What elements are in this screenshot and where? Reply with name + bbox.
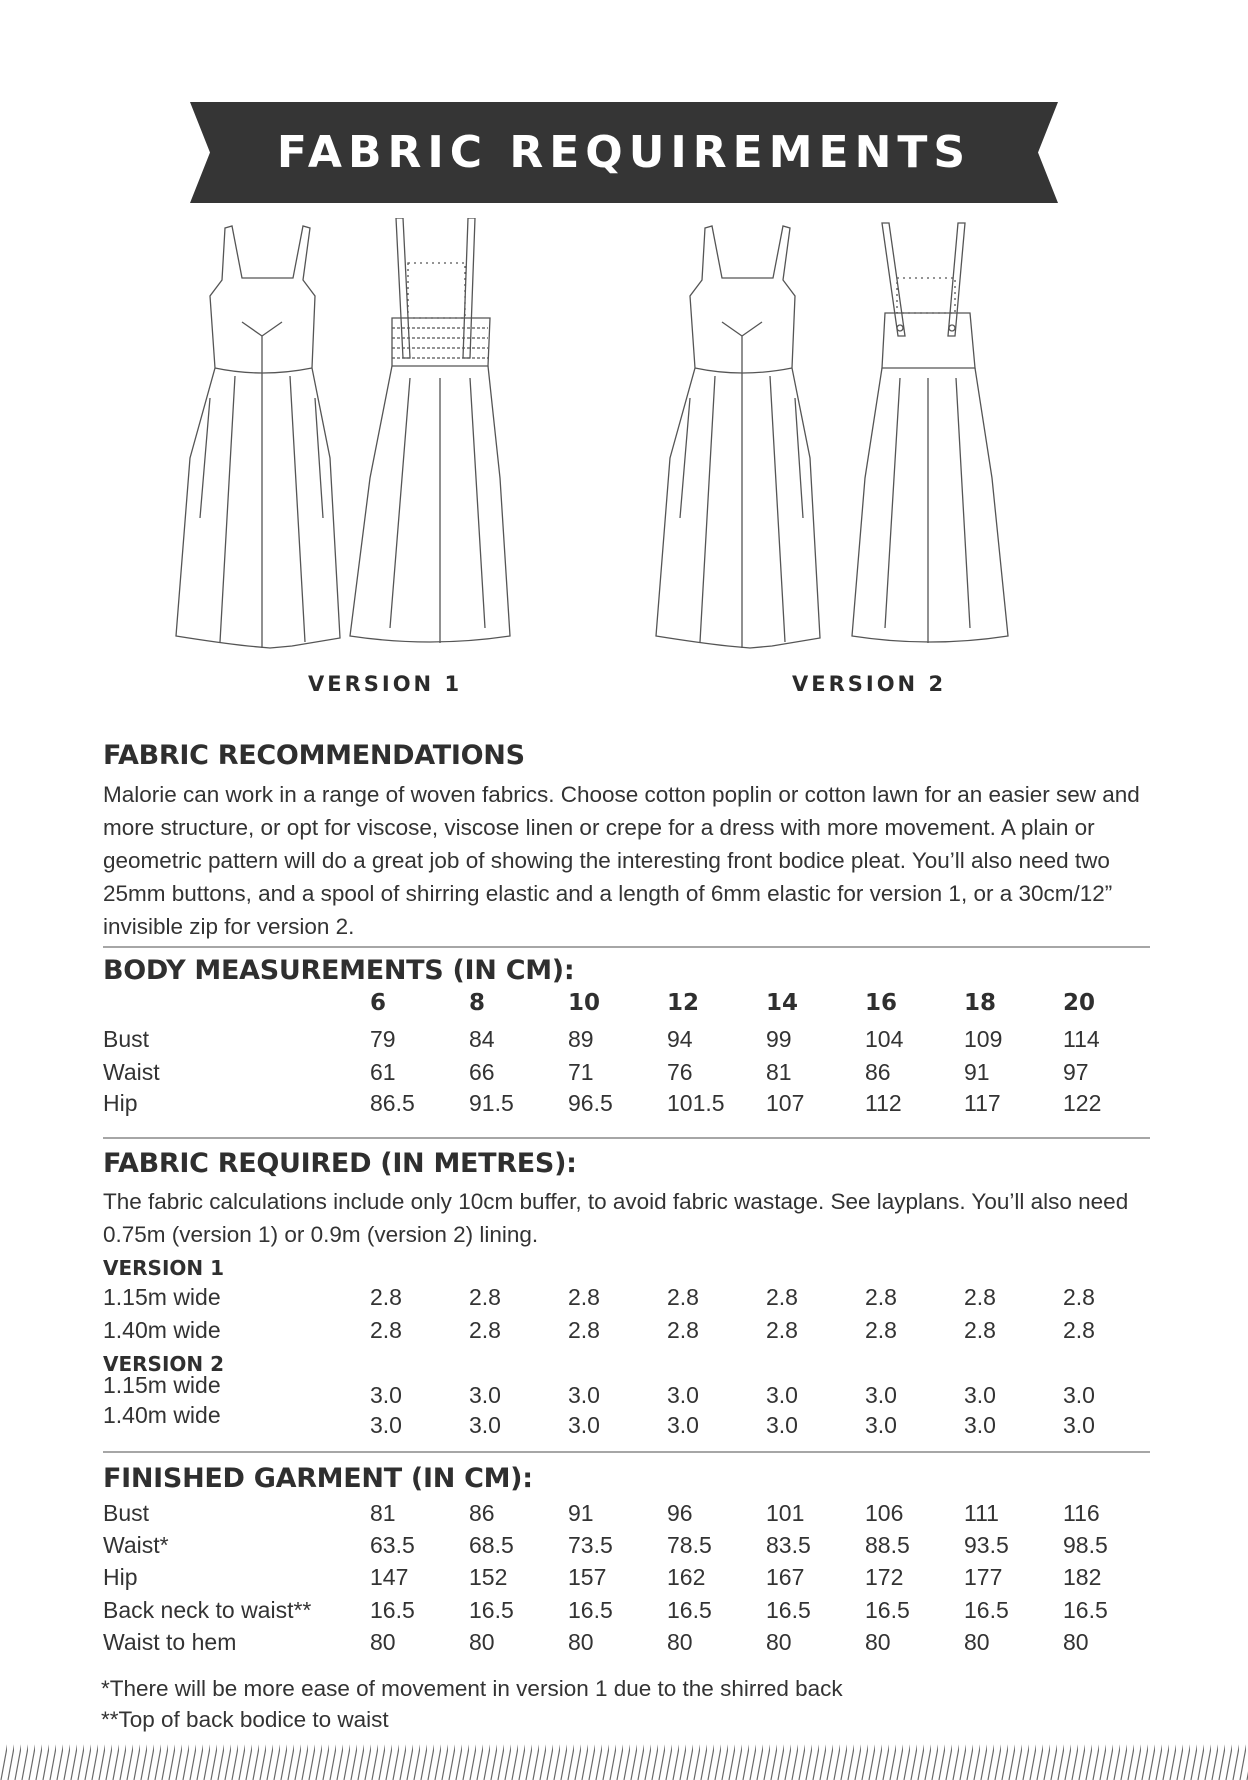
- table-cell: 157: [568, 1564, 607, 1590]
- table-cell: 3.0: [964, 1412, 996, 1438]
- table-cell: 80: [1063, 1629, 1089, 1655]
- version-1-subheading: VERSION 1: [103, 1256, 225, 1280]
- row-label: 1.40m wide: [103, 1317, 221, 1343]
- table-cell: 80: [766, 1629, 792, 1655]
- table-cell: 81: [766, 1059, 792, 1085]
- table-cell: 2.8: [766, 1317, 798, 1343]
- finished-garment-heading: FINISHED GARMENT (IN CM):: [103, 1463, 533, 1494]
- size-header: 8: [469, 990, 486, 1016]
- table-cell: 86: [469, 1500, 495, 1526]
- text-line: invisible zip for version 2.: [103, 914, 355, 939]
- size-header: 10: [568, 990, 601, 1016]
- table-cell: 101: [766, 1500, 805, 1526]
- table-cell: 84: [469, 1026, 495, 1052]
- table-cell: 61: [370, 1059, 396, 1085]
- table-cell: 16.5: [667, 1597, 712, 1623]
- table-cell: 3.0: [469, 1382, 501, 1408]
- table-cell: 3.0: [370, 1382, 402, 1408]
- table-cell: 16.5: [964, 1597, 1009, 1623]
- size-header: 6: [370, 990, 387, 1016]
- table-cell: 89: [568, 1026, 594, 1052]
- table-cell: 112: [865, 1090, 902, 1116]
- text-line: geometric pattern will do a great job of showing the interesting front bodice pleat. You’ll also need two: [103, 848, 1110, 873]
- table-cell: 3.0: [1063, 1382, 1095, 1408]
- fabric-required-text: [103, 1185, 1163, 1251]
- divider: [103, 1137, 1150, 1139]
- table-cell: 86: [865, 1059, 891, 1085]
- fabric-recommendations-text: [103, 778, 1163, 943]
- table-cell: 66: [469, 1059, 495, 1085]
- table-cell: 2.8: [370, 1284, 402, 1310]
- table-cell: 167: [766, 1564, 805, 1590]
- table-cell: 3.0: [469, 1412, 501, 1438]
- table-cell: 83.5: [766, 1532, 811, 1558]
- text-line: 25mm buttons, and a spool of shirring elastic and a length of 6mm elastic for version 1, or a 30cm/12”: [103, 881, 1113, 906]
- table-cell: 73.5: [568, 1532, 613, 1558]
- table-cell: 16.5: [766, 1597, 811, 1623]
- table-cell: 3.0: [865, 1382, 897, 1408]
- table-cell: 94: [667, 1026, 693, 1052]
- table-cell: 152: [469, 1564, 508, 1590]
- decorative-hatch-band: [0, 1742, 1248, 1780]
- table-cell: 80: [667, 1629, 693, 1655]
- page-title: FABRIC REQUIREMENTS: [276, 127, 972, 178]
- divider: [103, 1451, 1150, 1453]
- table-cell: 106: [865, 1500, 904, 1526]
- table-cell: 2.8: [964, 1317, 996, 1343]
- table-cell: 2.8: [1063, 1284, 1095, 1310]
- table-cell: 117: [964, 1090, 1001, 1116]
- size-header: 14: [766, 990, 799, 1016]
- version-2-front-dress: [656, 226, 820, 648]
- table-cell: 68.5: [469, 1532, 514, 1558]
- table-cell: 97: [1063, 1059, 1089, 1085]
- table-cell: 78.5: [667, 1532, 712, 1558]
- table-cell: 91.5: [469, 1090, 514, 1116]
- table-cell: 81: [370, 1500, 396, 1526]
- table-cell: 2.8: [568, 1317, 600, 1343]
- table-cell: 16.5: [469, 1597, 514, 1623]
- table-cell: 3.0: [370, 1412, 402, 1438]
- table-cell: 111: [964, 1500, 999, 1526]
- table-cell: 2.8: [667, 1284, 699, 1310]
- row-label: 1.40m wide: [103, 1402, 221, 1428]
- table-cell: 114: [1063, 1026, 1100, 1052]
- row-label: Hip: [103, 1090, 138, 1116]
- table-cell: 96.5: [568, 1090, 613, 1116]
- table-cell: 116: [1063, 1500, 1100, 1526]
- table-cell: 2.8: [469, 1284, 501, 1310]
- table-cell: 3.0: [964, 1382, 996, 1408]
- table-cell: 93.5: [964, 1532, 1009, 1558]
- table-cell: 86.5: [370, 1090, 415, 1116]
- table-cell: 71: [568, 1059, 594, 1085]
- table-cell: 2.8: [865, 1317, 897, 1343]
- table-cell: 104: [865, 1026, 904, 1052]
- table-cell: 3.0: [766, 1412, 798, 1438]
- title-banner: [190, 102, 1058, 203]
- table-cell: 88.5: [865, 1532, 910, 1558]
- table-cell: 3.0: [1063, 1412, 1095, 1438]
- text-line: more structure, or opt for viscose, viscose linen or crepe for a dress with more movement. A plain or: [103, 815, 1095, 840]
- fabric-required-heading: FABRIC REQUIRED (IN METRES):: [103, 1148, 577, 1179]
- row-label: 1.15m wide: [103, 1284, 221, 1310]
- table-cell: 3.0: [865, 1412, 897, 1438]
- table-cell: 2.8: [469, 1317, 501, 1343]
- table-cell: 182: [1063, 1564, 1102, 1590]
- table-cell: 2.8: [1063, 1317, 1095, 1343]
- table-cell: 2.8: [865, 1284, 897, 1310]
- table-cell: 2.8: [766, 1284, 798, 1310]
- dress-illustrations: [170, 218, 1080, 658]
- table-cell: 91: [964, 1059, 990, 1085]
- version-2-label: VERSION 2: [792, 672, 947, 696]
- text-line: 0.75m (version 1) or 0.9m (version 2) lining.: [103, 1222, 539, 1247]
- row-label: 1.15m wide: [103, 1372, 221, 1398]
- table-cell: 107: [766, 1090, 805, 1116]
- row-label: Waist: [103, 1059, 160, 1085]
- version-1-back-dress: [350, 218, 510, 643]
- table-cell: 79: [370, 1026, 396, 1052]
- version-2-back-dress: [852, 223, 1008, 643]
- table-cell: 98.5: [1063, 1532, 1108, 1558]
- table-cell: 80: [568, 1629, 594, 1655]
- size-header: 20: [1063, 990, 1096, 1016]
- version-1-label: VERSION 1: [308, 672, 463, 696]
- fabric-recommendations-heading: FABRIC RECOMMENDATIONS: [103, 740, 525, 771]
- table-cell: 96: [667, 1500, 693, 1526]
- footnote-waist: *There will be more ease of movement in version 1 due to the shirred back: [101, 1676, 843, 1701]
- footnote-back-neck: **Top of back bodice to waist: [101, 1707, 389, 1732]
- table-cell: 101.5: [667, 1090, 725, 1116]
- table-cell: 16.5: [370, 1597, 415, 1623]
- row-label: Waist*: [103, 1532, 169, 1558]
- row-label: Back neck to waist**: [103, 1597, 312, 1623]
- table-cell: 3.0: [568, 1412, 600, 1438]
- table-cell: 99: [766, 1026, 792, 1052]
- table-cell: 3.0: [667, 1412, 699, 1438]
- table-cell: 76: [667, 1059, 693, 1085]
- table-cell: 172: [865, 1564, 904, 1590]
- table-cell: 162: [667, 1564, 706, 1590]
- text-line: Malorie can work in a range of woven fabrics. Choose cotton poplin or cotton lawn for an easier sew and: [103, 782, 1140, 807]
- table-cell: 177: [964, 1564, 1003, 1590]
- table-cell: 2.8: [667, 1317, 699, 1343]
- table-cell: 16.5: [865, 1597, 910, 1623]
- table-cell: 2.8: [568, 1284, 600, 1310]
- version-2-subheading: VERSION 2: [103, 1352, 225, 1376]
- row-label: Waist to hem: [103, 1629, 237, 1655]
- size-header: 16: [865, 990, 898, 1016]
- table-cell: 80: [370, 1629, 396, 1655]
- table-cell: 3.0: [568, 1382, 600, 1408]
- divider: [103, 946, 1150, 948]
- row-label: Hip: [103, 1564, 138, 1590]
- text-line: The fabric calculations include only 10cm buffer, to avoid fabric wastage. See layplans. You’ll also need: [103, 1189, 1129, 1214]
- table-cell: 147: [370, 1564, 409, 1590]
- table-cell: 3.0: [766, 1382, 798, 1408]
- table-cell: 63.5: [370, 1532, 415, 1558]
- table-cell: 2.8: [370, 1317, 402, 1343]
- size-header: 12: [667, 990, 700, 1016]
- table-cell: 91: [568, 1500, 594, 1526]
- table-cell: 80: [865, 1629, 891, 1655]
- row-label: Bust: [103, 1026, 150, 1052]
- body-measurements-heading: BODY MEASUREMENTS (IN CM):: [103, 955, 575, 986]
- version-1-front-dress: [176, 226, 340, 648]
- table-cell: 122: [1063, 1090, 1102, 1116]
- table-cell: 80: [469, 1629, 495, 1655]
- size-header: 18: [964, 990, 997, 1016]
- table-cell: 2.8: [964, 1284, 996, 1310]
- table-cell: 109: [964, 1026, 1003, 1052]
- row-label: Bust: [103, 1500, 150, 1526]
- table-cell: 80: [964, 1629, 990, 1655]
- table-cell: 16.5: [568, 1597, 613, 1623]
- table-cell: 3.0: [667, 1382, 699, 1408]
- table-cell: 16.5: [1063, 1597, 1108, 1623]
